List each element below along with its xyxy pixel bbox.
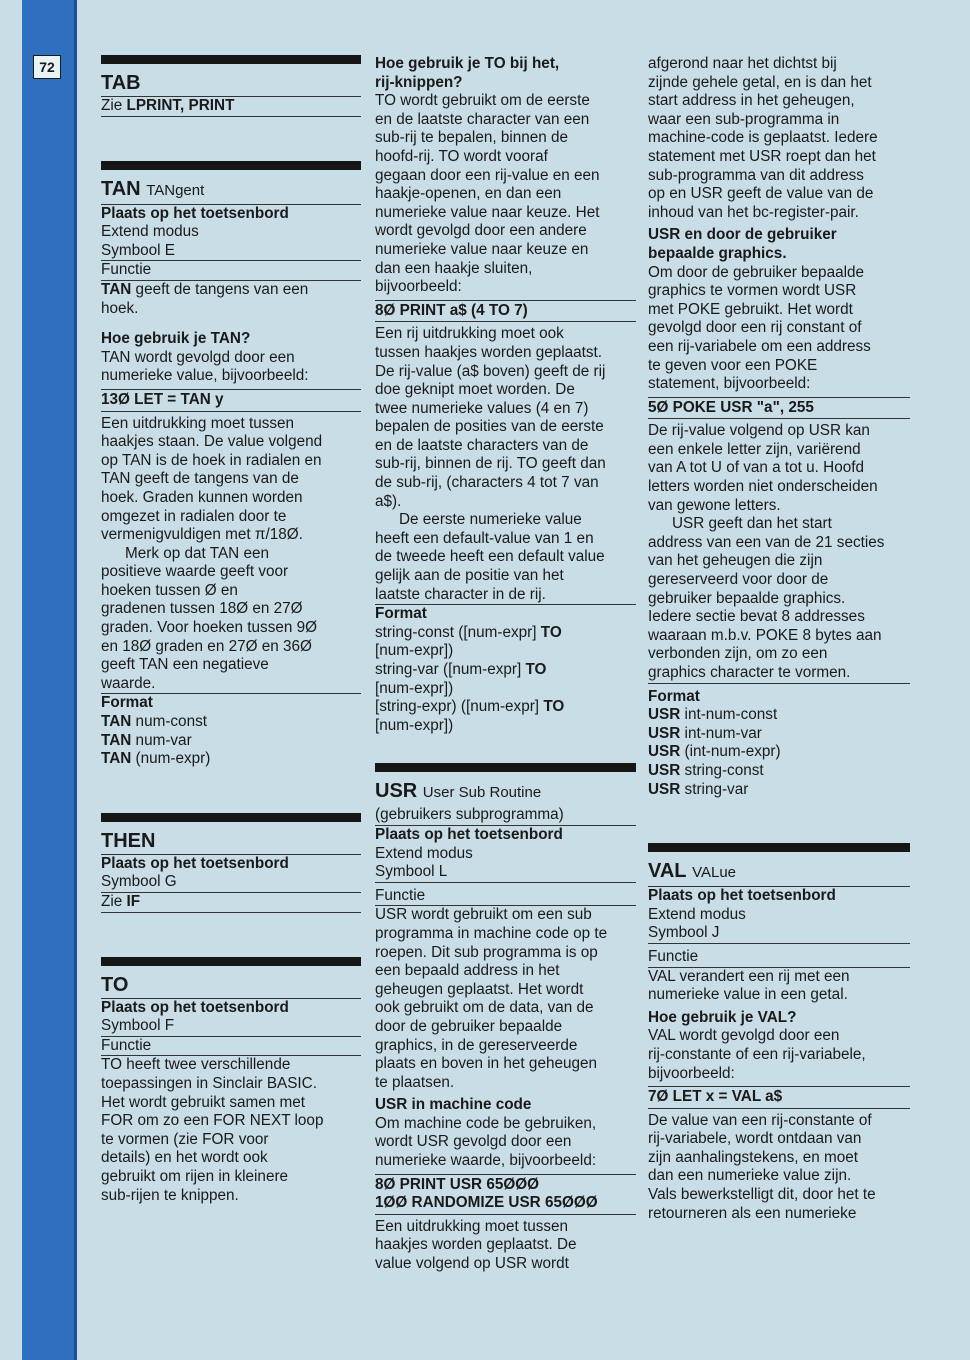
entry-then: THEN Plaats op het toetsenbord Symbool G Zie IF	[101, 813, 361, 913]
see-also: Zie LPRINT, PRINT	[101, 97, 361, 117]
entry-usr: USR User Sub Routine (gebruikers subprogramma) Plaats op het toetsenbord Extend modus Symbool L Functie USR wordt gebruikt om een sub programma in machine code op te roepen. Dit sub programma is op een bepaald address in het geheugen geplaatst. Het wordt ook gebruikt om de data, van de door de gebruiker bepaalde graphics, in de gereserveerde plaats en boven in het geheugen te plaatsen. USR in machine code Om machine code be gebruiken, wordt USR gevolgd door een numerieke waarde, bijvoorbeeld: 8Ø PRINT USR 65ØØØ 1ØØ RANDOMIZE USR 65ØØØ Een uitdrukking moet tussen haakjes worden geplaatst. De value volgend op USR wordt	[375, 763, 636, 1273]
see-also: Zie IF	[101, 893, 361, 913]
entry-heading: TO	[101, 972, 361, 999]
entry-heading: TAN TANgent	[101, 176, 361, 205]
usage-heading: Hoe gebruik je TAN?	[101, 330, 251, 348]
entry-heading: THEN	[101, 828, 361, 855]
usage-heading: Hoe gebruik je VAL?	[648, 1008, 797, 1026]
function-heading: Functie	[375, 887, 636, 907]
entry-heading	[101, 70, 361, 97]
entry-bar	[101, 55, 361, 64]
entry-val: VAL VALue Plaats op het toetsenbord Extend modus Symbool J Functie VAL verandert een rij met een numerieke value in een getal. Hoe gebruik je VAL? VAL wordt gevolgd door een rij-constante of een rij-variabele, bijvoorbeeld: 7Ø LET x = VAL a$ De value van een rij-constante of rij-variabele, wordt ontdaan van zijn aanhalingstekens, en moet dan een numerieke value zijn. Vals bewerkstelligt dit, door het te retourneren als een numerieke	[648, 843, 910, 1223]
code-example: 13Ø LET = TAN y	[101, 389, 361, 412]
code-example: 7Ø LET x = VAL a$	[648, 1086, 910, 1109]
format-heading: Format	[101, 694, 153, 712]
page-number: 72	[33, 55, 61, 79]
entry-to-continued: Hoe gebruik je TO bij het, rij-knippen? TO wordt gebruikt om de eerste en de laatste character van een sub-rij te bepalen, binnen de hoofd-rij. TO wordt vooraf gegaan door een rij-value en een haakje-openen, en dan een numerieke value naar keuze. Het wordt gevolgd door een andere numerieke value naar keuze en dan een haakje sluiten, bijvoorbeeld: 8Ø PRINT a$ (4 TO 7) Een rij uitdrukking moet ook tussen haakjes worden geplaatst. De rij-value (a$ boven) geeft de rij doe geknipt moet worden. De twee numerieke values (4 en 7) bepalen de posities van de eerste en de laatste characters van de sub-rij, binnen de rij. TO geeft dan de sub-rij, (characters 4 tot 7 van a$). De eerste numerieke value heeft een default-value van 1 en de tweede heeft een default value gelijk aan de positie van het laatste character in de rij. Format string-const ([num-expr] TO [num-expr]) string-var ([num-expr] TO [num-expr]) [string-expr) ([num-expr] TO [num-expr])	[375, 55, 636, 735]
entry-bar	[101, 957, 361, 966]
format-heading: Format	[375, 605, 427, 623]
keyboard-heading: Plaats op het toetsenbord	[101, 204, 289, 222]
column-3	[648, 55, 910, 1223]
function-heading: Functie	[101, 261, 361, 281]
function-heading: Functie	[648, 948, 910, 968]
keyword: TAB	[101, 72, 141, 94]
code-example: 8Ø PRINT USR 65ØØØ 1ØØ RANDOMIZE USR 65ØØØ	[375, 1174, 636, 1215]
entry-bar	[101, 161, 361, 170]
function-heading: Functie	[101, 1037, 361, 1057]
strip-edge	[74, 0, 77, 1360]
blue-margin-strip	[22, 0, 74, 1360]
entry-bar	[101, 813, 361, 822]
code-example: 5Ø POKE USR "a", 255	[648, 397, 910, 420]
see-refs: LPRINT, PRINT	[126, 97, 235, 114]
entry-bar	[375, 763, 636, 772]
column-2	[375, 55, 636, 1274]
entry-to: TO Plaats op het toetsenbord Symbool F Functie TO heeft twee verschillende toepassingen in Sinclair BASIC. Het wordt gebruikt samen met FOR om zo een FOR NEXT loop te vormen (zie FOR voor details) en het wordt ook gebruikt om rijen in kleinere sub-rijen te knippen.	[101, 957, 361, 1206]
entry-usr-continued: afgerond naar het dichtst bij zijnde gehele getal, en is dan het start address in het geheugen, waar een sub-programma in machine-code is geplaatst. Iedere statement met USR roept dan het sub-programma van dit address op en USR geeft de value van de inhoud van het bc-register-pair. USR en door de gebruiker bepaalde graphics. Om door de gebruiker bepaalde graphics te vormen wordt USR met POKE gebruikt. Het wordt gevolgd door een rij constant of een rij-variabele om een address te geven voor een POKE statement, bijvoorbeeld: 5Ø POKE USR "a", 255 De rij-value volgend op USR kan een enkele letter zijn, variërend van A tot U of van a tot u. Hoofd letters worden niet onderscheiden van gewone letters. USR geeft dan het start address van een van de 21 secties van het geheugen die zijn gereserveerd voor door de gebruiker bepaalde graphics. Iedere sectie bevat 8 addresses waaraan m.b.v. POKE 8 bytes aan verbonden zijn, om zo een graphics character te vormen. Format USR int-num-const USR int-num-var USR (int-num-expr) USR string-const USR string-var	[648, 55, 910, 799]
entry-bar	[648, 843, 910, 852]
entry-tab	[101, 55, 361, 117]
entry-tan: TAN TANgent Plaats op het toetsenbord Extend modus Symbool E Functie TAN geeft de tangens van een hoek. Hoe gebruik je TAN? TAN wordt gevolgd door een numerieke value, bijvoorbeeld: 13Ø LET = TAN y Een uitdrukking moet tussen haakjes staan. De value volgend op TAN is de hoek in radialen en TAN geeft de tangens van de hoek. Graden kunnen worden omgezet in radialen door te vermenigvuldigen met π/18Ø. Merk op dat TAN een positieve waarde geeft voor hoeken tussen Ø en gradenen tussen 18Ø en 27Ø graden. Voor hoeken tussen 9Ø en 18Ø graden en 27Ø en 36Ø geeft TAN een negatieve waarde. Format TAN num-const TAN num-var TAN (num-expr)	[101, 161, 361, 769]
entry-heading: USR User Sub Routine	[375, 780, 542, 803]
code-example: 8Ø PRINT a$ (4 TO 7)	[375, 300, 636, 323]
column-1	[101, 55, 361, 1205]
entry-heading: VAL VALue	[648, 858, 910, 887]
format-heading: Format	[648, 687, 700, 705]
